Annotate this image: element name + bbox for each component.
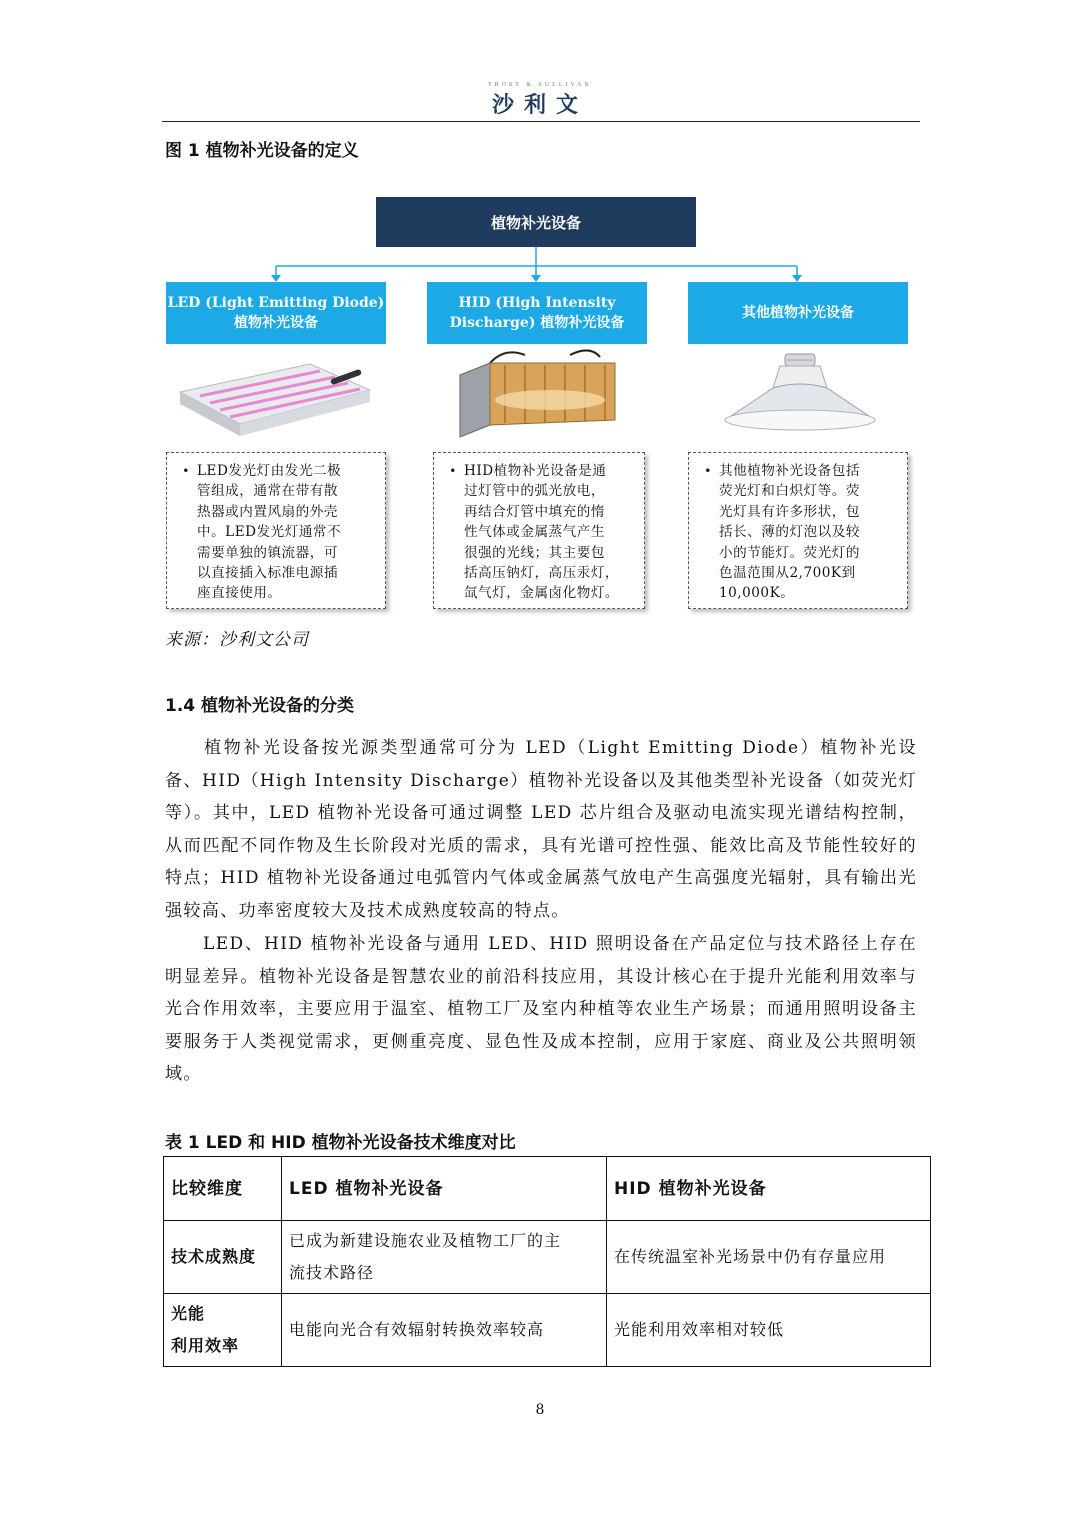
other-desc-line: 小的节能灯。荧光灯的 xyxy=(719,544,860,561)
hid-lamp-image xyxy=(450,345,630,445)
hid-desc-line: 过灯管中的弧光放电， xyxy=(464,483,605,500)
led-desc-line: LED发光灯由发光二极 xyxy=(197,463,342,479)
bullet-icon: • xyxy=(704,464,712,478)
row-led-text: 已成为新建设施农业及植物工厂的主 xyxy=(289,1231,562,1250)
table-row xyxy=(164,1294,931,1367)
led-desc-line: 中。LED发光灯通常不 xyxy=(197,524,342,541)
hid-desc-line: 性气体或金属蒸气产生 xyxy=(464,524,605,541)
brand-small-text: FROST & SULLIVAN xyxy=(488,82,592,88)
hid-description xyxy=(433,452,645,609)
category-hid-title-2: Discharge) 植物补光设备 xyxy=(449,315,625,331)
brand-logo: 沙利文 xyxy=(491,93,588,118)
category-hid xyxy=(427,282,647,344)
other-desc-line: 其他植物补光设备包括 xyxy=(719,463,860,479)
row-led: 电能向光合有效辐射转换效率较高 xyxy=(282,1294,607,1367)
led-lamp-image xyxy=(170,352,385,442)
paragraph-2 xyxy=(165,928,917,1091)
category-other-title: 其他植物补光设备 xyxy=(742,305,854,321)
header-dimension: 比较维度 xyxy=(164,1157,282,1221)
paragraph-1 xyxy=(165,732,917,927)
led-desc-line: 座直接使用。 xyxy=(197,585,282,602)
row-dimension xyxy=(164,1294,282,1367)
category-hid-title-1: HID (High Intensity xyxy=(458,295,616,311)
paragraph-1-text: 植物补光设备按光源类型通常可分为 LED（Light Emitting Diode）植物补光设备、HID（High Intensity Discharge）植物补光设备以及其他类型补光设备（如荧光灯等）。其中，LED 植物补光设备可通过调整 LED 芯片组合及驱动电流实现光谱结构控制，从而匹配不同作物及生长阶段对光质的需求，具有光谱可控性强、能效比高及节能性较好的特点；HID 植物补光设备通过电弧管内气体或金属蒸气放电产生高强度光辐射，具有输出光强较高、功率密度较大及技术成熟度较高的特点。 xyxy=(165,738,917,921)
other-desc-line: 荧光灯和白炽灯等。荧 xyxy=(719,483,860,500)
row-hid: 光能利用效率相对较低 xyxy=(607,1294,931,1367)
other-desc-line: 光灯具有许多形状，包 xyxy=(719,503,860,520)
other-lamp-image xyxy=(715,348,885,443)
hid-desc-line: HID植物补光设备是通 xyxy=(464,463,607,479)
category-other xyxy=(688,282,908,344)
led-desc-line: 热器或内置风扇的外壳 xyxy=(197,503,338,520)
root-node: 植物补光设备 xyxy=(376,197,696,247)
led-description xyxy=(166,452,386,609)
header-led: LED 植物补光设备 xyxy=(282,1157,607,1221)
row-dimension xyxy=(164,1221,282,1294)
row-led-text: 流技术路径 xyxy=(289,1263,375,1282)
led-desc-line: 管组成，通常在带有散 xyxy=(197,483,338,500)
comparison-table xyxy=(163,1156,931,1367)
hid-desc-line: 氙气灯，金属卤化物灯。 xyxy=(464,585,620,602)
page-number: 8 xyxy=(535,1402,545,1418)
figure-source: 来源：沙利文公司 xyxy=(165,630,309,650)
other-desc-line: 10,000K。 xyxy=(719,585,795,602)
row-hid: 在传统温室补光场景中仍有存量应用 xyxy=(607,1221,931,1294)
category-led xyxy=(166,282,386,344)
led-desc-line: 需要单独的镇流器，可 xyxy=(197,544,338,561)
bullet-icon: • xyxy=(449,464,457,478)
table-title: 表 1 LED 和 HID 植物补光设备技术维度对比 xyxy=(165,1133,516,1153)
row-dimension-text: 光能 xyxy=(171,1304,206,1323)
table-row xyxy=(164,1221,931,1294)
figure-title: 图 1 植物补光设备的定义 xyxy=(165,141,359,161)
hid-desc-line: 括高压钠灯，高压汞灯， xyxy=(464,565,620,582)
table-header-row xyxy=(164,1157,931,1221)
paragraph-2-text: LED、HID 植物补光设备与通用 LED、HID 照明设备在产品定位与技术路径上存在明显差异。植物补光设备是智慧农业的前沿科技应用，其设计核心在于提升光能利用效率与光合作用效率，主要应用于温室、植物工厂及室内种植等农业生产场景；而通用照明设备主要服务于人类视觉需求，更侧重亮度、显色性及成本控制，应用于家庭、商业及公共照明领域。 xyxy=(165,934,917,1084)
row-dimension-text: 利用效率 xyxy=(171,1336,240,1355)
other-desc-line: 色温范围从2,700K到 xyxy=(719,565,856,582)
hid-desc-line: 再结合灯管中填充的惰 xyxy=(464,503,605,520)
other-description xyxy=(688,452,908,609)
other-desc-line: 括长、薄的灯泡以及较 xyxy=(719,524,860,541)
category-led-title-1: LED (Light Emitting Diode) xyxy=(167,295,385,311)
row-led xyxy=(282,1221,607,1294)
hid-desc-line: 很强的光线；其主要包 xyxy=(464,544,605,561)
category-led-title-2: 植物补光设备 xyxy=(234,315,318,331)
led-desc-line: 以直接插入标准电源插 xyxy=(197,565,338,582)
section-title: 1.4 植物补光设备的分类 xyxy=(165,696,355,716)
bullet-icon: • xyxy=(182,464,190,478)
connector-lines xyxy=(0,0,1080,300)
row-dimension-text: 技术成熟度 xyxy=(171,1247,257,1266)
header-hid: HID 植物补光设备 xyxy=(607,1157,931,1221)
